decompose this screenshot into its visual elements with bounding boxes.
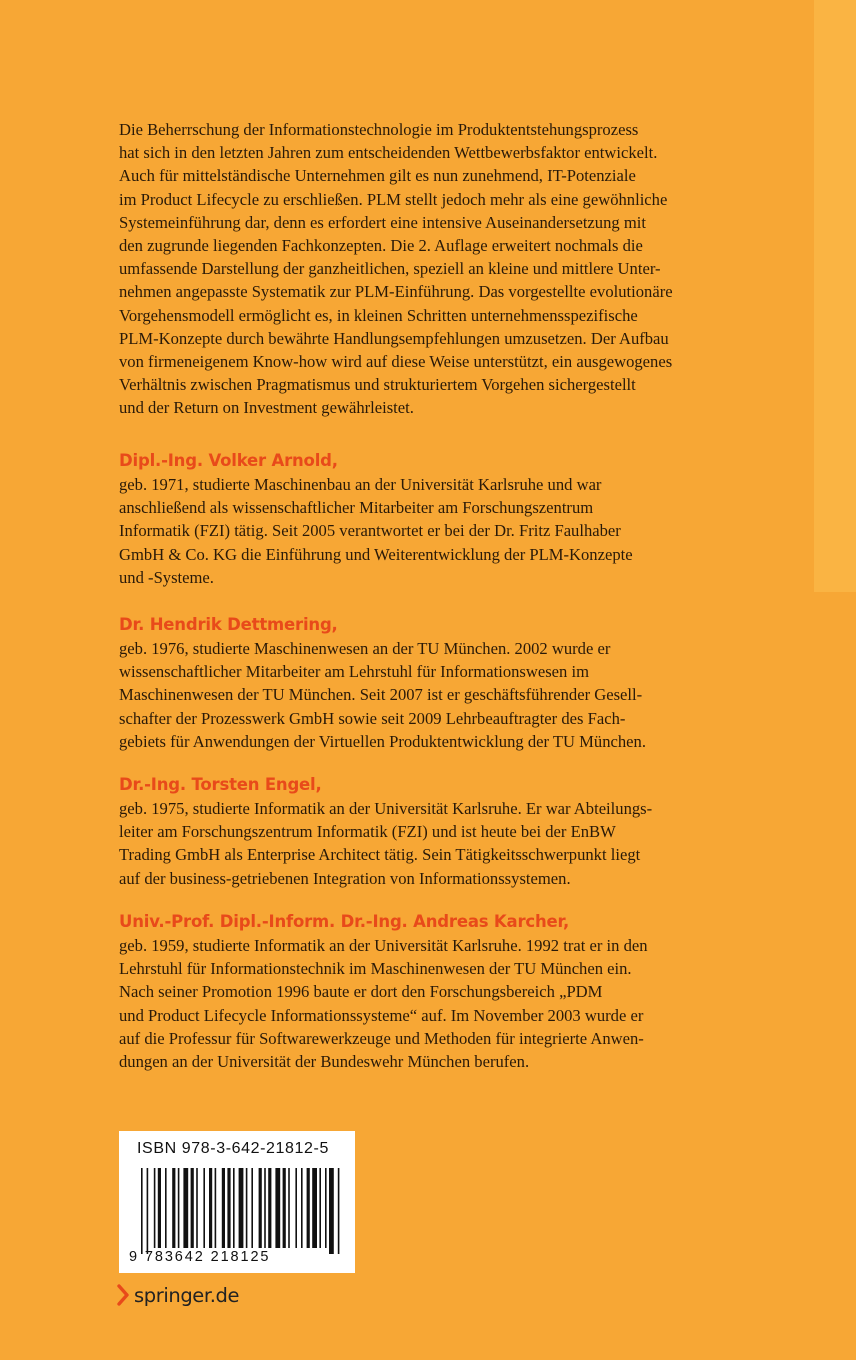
blurb-line: den zugrunde liegenden Fachkonzepten. Die 2. Auflage erweitert nochmals die	[119, 236, 643, 256]
blurb-line: PLM-Konzepte durch bewährte Handlungsempfehlungen umzusetzen. Der Aufbau	[119, 328, 669, 348]
bio-line: dungen an der Universität der Bundeswehr München berufen.	[119, 1052, 530, 1072]
bio-line: geb. 1959, studierte Informatik an der Universität Karlsruhe. 1992 trat er in den	[119, 936, 648, 955]
barcode-bar	[227, 1168, 230, 1248]
bio-line: schafter der Prozesswerk GmbH sowie seit 2009 Lehrbeauftragter des Fach-	[119, 708, 626, 728]
barcode-bar	[251, 1168, 253, 1248]
isbn-barcode	[119, 1131, 355, 1273]
barcode-bar	[329, 1168, 334, 1254]
bio-line: und -Systeme.	[119, 567, 214, 587]
bio-line: und Product Lifecycle Informationssysteme“ auf. Im November 2003 wurde er	[119, 1005, 644, 1025]
author-bio	[119, 637, 769, 753]
barcode-bar	[319, 1168, 321, 1248]
barcode-bar	[209, 1168, 212, 1248]
barcode-bar	[239, 1168, 244, 1248]
blurb-line: Auch für mittelständische Unternehmen gilt es nun zunehmend, IT-Potenziale	[119, 166, 636, 186]
publisher-link[interactable]	[117, 1281, 239, 1309]
barcode-bar	[141, 1168, 143, 1254]
blurb-line: hat sich in den letzten Jahren zum entscheidenden Wettbewerbsfaktor entwickelt.	[119, 143, 658, 163]
barcode-bar	[275, 1168, 280, 1248]
barcode-bar	[307, 1168, 310, 1248]
bio-line: Trading GmbH als Enterprise Architect tätig. Sein Tätigkeitsschwerpunkt liegt	[119, 845, 641, 865]
barcode-bar	[203, 1168, 205, 1248]
bio-line: gebiets für Anwendungen der Virtuellen Produktentwicklung der TU München.	[119, 731, 646, 751]
barcode-bar	[172, 1168, 175, 1248]
barcode-digits: 9 783642 218125	[129, 1249, 271, 1265]
author-bio	[119, 934, 769, 1073]
author-name: Dr. Hendrik Dettmering,	[119, 615, 338, 634]
author-entry-dettmering	[119, 613, 769, 753]
barcode-bar	[165, 1168, 167, 1248]
barcode-bar	[246, 1168, 248, 1248]
bio-line: GmbH & Co. KG die Einführung und Weiterentwicklung der PLM-Konzepte	[119, 544, 633, 564]
barcode-bar	[233, 1168, 235, 1248]
barcode-bar	[154, 1168, 156, 1248]
bio-line: leiter am Forschungszentrum Informatik (FZI) und ist heute bei der EnBW	[119, 822, 616, 842]
blurb-line: Systemeinführung dar, denn es erfordert eine intensive Auseinandersetzung mit	[119, 212, 646, 232]
chevron-right-icon	[117, 1284, 129, 1306]
barcode-bar	[312, 1168, 317, 1248]
barcode-bar	[178, 1168, 180, 1248]
isbn-label: ISBN 978-3-642-21812-5	[137, 1140, 329, 1157]
author-entry-arnold	[119, 449, 769, 589]
barcode-bar	[264, 1168, 266, 1248]
author-entry-engel	[119, 773, 769, 890]
author-entry-karcher	[119, 910, 769, 1073]
barcode-bar	[191, 1168, 194, 1248]
publisher-url: springer.de	[134, 1283, 240, 1307]
barcode-bar	[283, 1168, 286, 1248]
barcode-bar	[158, 1168, 161, 1248]
bio-line: Maschinenwesen der TU München. Seit 2007 ist er geschäftsführender Gesell-	[119, 685, 643, 705]
barcode-bar	[301, 1168, 303, 1248]
bio-line: anschließend als wissenschaftlicher Mitarbeiter am Forschungszentrum	[119, 498, 594, 518]
bio-line: Lehrstuhl für Informationstechnik im Maschinenwesen der TU München ein.	[119, 959, 632, 979]
blurb-line: von firmeneigenem Know-how wird auf diese Weise unterstützt, ein ausgewogenes	[119, 352, 673, 372]
bio-line: auf der business-getriebenen Integration von Informationssystemen.	[119, 868, 571, 888]
blurb-paragraph	[119, 118, 759, 420]
blurb-line: Die Beherrschung der Informationstechnologie im Produktentstehungsprozess	[119, 120, 639, 139]
barcode-bar	[259, 1168, 262, 1248]
author-bio	[119, 797, 769, 890]
barcode-bar	[222, 1168, 225, 1248]
bio-line: geb. 1971, studierte Maschinenbau an der Universität Karlsruhe und war	[119, 475, 602, 494]
barcode-bar	[325, 1168, 327, 1248]
author-name: Dipl.-Ing. Volker Arnold,	[119, 451, 338, 470]
author-bio	[119, 473, 769, 589]
author-name: Dr.-Ing. Torsten Engel,	[119, 775, 322, 794]
blurb-line: umfassende Darstellung der ganzheitlichen, speziell an kleine und mittlere Unter-	[119, 259, 661, 279]
barcode-bar	[183, 1168, 188, 1248]
blurb-line: und der Return on Investment gewährleistet.	[119, 398, 414, 418]
blurb-line: im Product Lifecycle zu erschließen. PLM stellt jedoch mehr als eine gewöhnliche	[119, 189, 668, 209]
bio-line: geb. 1975, studierte Informatik an der Universität Karlsruhe. Er war Abteilungs-	[119, 799, 653, 818]
barcode-bar	[295, 1168, 297, 1248]
blurb-line: Vorgehensmodell ermöglicht es, in kleinen Schritten unternehmensspezifische	[119, 305, 638, 325]
barcode-bar	[268, 1168, 271, 1248]
author-name: Univ.-Prof. Dipl.-Inform. Dr.-Ing. Andreas Karcher,	[119, 912, 570, 931]
barcode-bar	[288, 1168, 290, 1248]
bio-line: Informatik (FZI) tätig. Seit 2005 verantwortet er bei der Dr. Fritz Faulhaber	[119, 521, 621, 541]
barcode-bar	[338, 1168, 340, 1254]
bio-line: Nach seiner Promotion 1996 baute er dort den Forschungsbereich „PDM	[119, 982, 603, 1002]
blurb-line: nehmen angepasste Systematik zur PLM-Einführung. Das vorgestellte evolutionäre	[119, 282, 673, 302]
barcode-bar	[147, 1168, 149, 1254]
barcode-bar	[196, 1168, 198, 1248]
blurb-line: Verhältnis zwischen Pragmatismus und strukturiertem Vorgehen sichergestellt	[119, 375, 636, 395]
bio-line: geb. 1976, studierte Maschinenwesen an der TU München. 2002 wurde er	[119, 639, 611, 658]
barcode-bar	[215, 1168, 217, 1248]
cover-edge-strip	[814, 0, 856, 592]
bio-line: wissenschaftlicher Mitarbeiter am Lehrstuhl für Informationswesen im	[119, 662, 590, 682]
bio-line: auf die Professur für Softwarewerkzeuge und Methoden für integrierte Anwen-	[119, 1028, 644, 1048]
